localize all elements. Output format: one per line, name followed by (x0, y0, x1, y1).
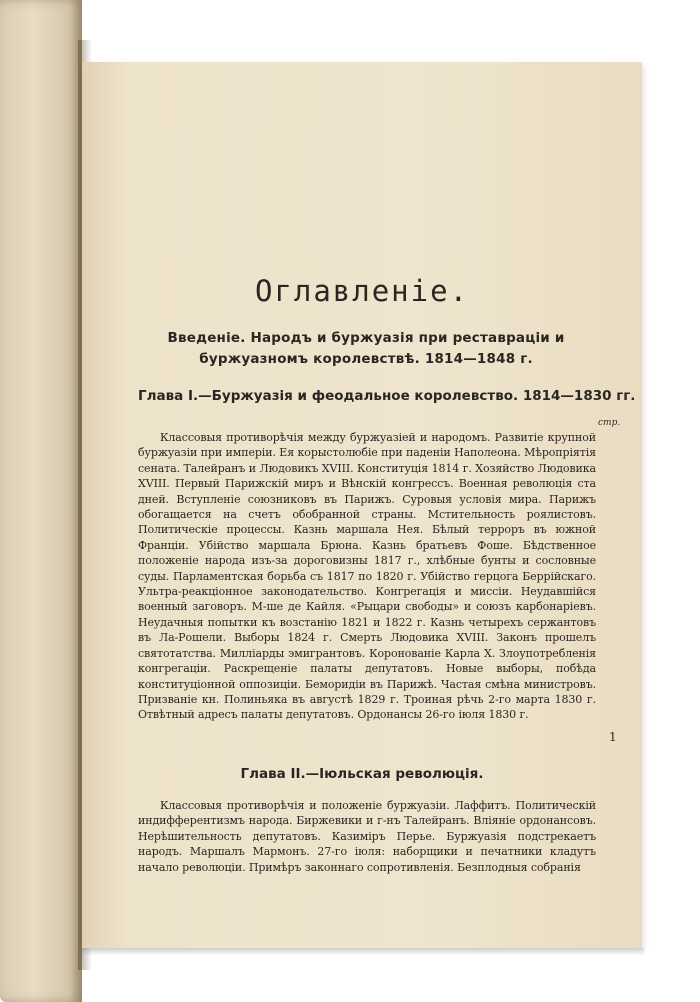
chapter-1-page-number: 1 (609, 730, 617, 744)
facing-page-edge (0, 0, 82, 1002)
chapter-2-text: Классовыя противорѣчія и положеніе буржуазіи. Лаффитъ. Политическій индифферентизмъ народа. Биржевики и г-нъ Талейранъ. Вліяніе ордонансовъ. Нерѣшительность депутатовъ. Казиміръ Перье. Буржуазія подстрекаетъ народъ. Маршалъ Мармонъ. 27-го іюля: наборщики и печатники кладутъ начало революціи. Примѣръ законнаго сопротивленія. Безплодныя собранія (138, 799, 596, 874)
page-title: Оглавленіе. (254, 274, 470, 308)
intro-heading: Введеніе. Народъ и буржуазія при реставраціи и буржуазномъ королевствѣ. 1814—1848 г. (167, 330, 565, 367)
chapter-2-heading: Глава II.—Іюльская революція. (240, 766, 484, 782)
page-bottom-shadow (82, 948, 644, 956)
book-page (82, 62, 642, 948)
page-column-label: стр. (598, 418, 621, 428)
chapter-1-heading: Глава I.—Буржуазія и феодальное королевство. 1814—1830 гг. (138, 388, 636, 404)
chapter-1-text: Классовыя противорѣчія между буржуазіей и народомъ. Развитіе крупной буржуазіи при имперіи. Ея корыстолюбіе при паденіи Наполеона. Мѣропріятія сената. Талейранъ и Людовикъ XVIII. Конституція 1814 г. Хозяйство Людовика XVIII. Первый Парижскій миръ и Вѣнскій конгрессъ. Военная революція ста дней. Вступленіе союзниковъ въ Парижъ. Суровыя условія мира. Парижъ обогащается на счетъ обобранной страны. Мстительность роялистовъ. Политическіе процессы. Казнь маршала Нея. Бѣлый терроръ въ южной Франціи. Убійство маршала Брюна. Казнь братьевъ Фоше. Бѣдственное положеніе народа изъ-за дороговизны 1817 г., хлѣбные бунты и сословные суды. Парламентская борьба съ 1817 по 1820 г. Убійство герцога Беррійскаго. Ультра-реакціонное законодательство. Конгрегація и миссіи. Неудавшійся военный заговоръ. М-ше де Кайля. «Рыцари свободы» и союзъ карбонаріевъ. Неудачныя попытки къ возстанію 1821 и 1822 г. Казнь четырехъ сержантовъ въ Ла-Рошели. Выборы 1824 г. Смерть Людовика XVIII. Законъ прошелъ святотатства. Милліарды эмигрантовъ. Коронованіе Карла X. Злоупотребленія конгрегаціи. Раскрещеніе палаты депутатовъ. Новые выборы, побѣда конституціонной оппозиціи. Беморидіи въ Парижѣ. Частая смѣна министровъ. Призваніе кн. Полиньяка въ августѣ 1829 г. Троиная рѣчь 2-го марта 1830 г. Отвѣтный адресъ палаты депутатовъ. Ордонансы 26-го іюля 1830 г. (138, 431, 596, 722)
